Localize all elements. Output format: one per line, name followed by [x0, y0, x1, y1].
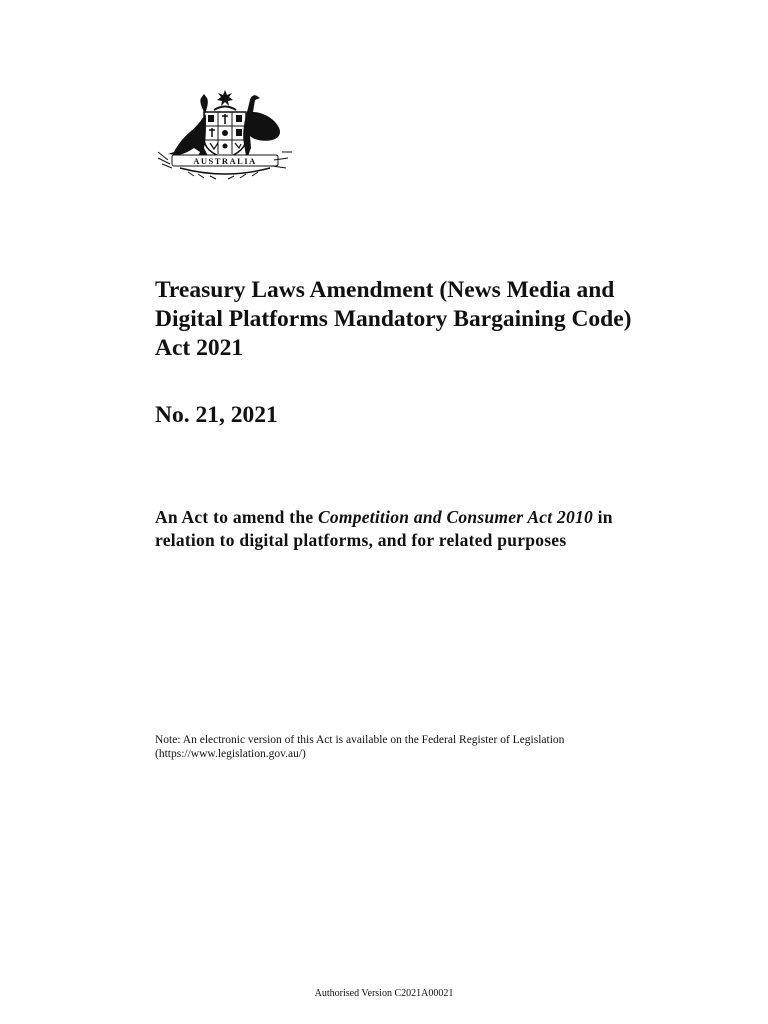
long-title-suffix: in relation to digital platforms, and for related purposes	[155, 507, 613, 550]
act-title: Treasury Laws Amendment (News Media and Digital Platforms Mandatory Bargaining Code) Act 2021	[155, 277, 632, 361]
note-line-2: (https://www.legislation.gov.au/)	[155, 748, 306, 760]
act-number: No. 21, 2021	[155, 402, 278, 428]
long-title	[155, 506, 625, 552]
long-title-prefix: An Act to amend the	[155, 507, 318, 527]
note-line-1: Note: An electronic version of this Act is available on the Federal Register of Legislation	[155, 734, 565, 746]
coat-of-arms-icon	[154, 86, 296, 184]
authorised-version-footer: Authorised Version C2021A00021	[314, 988, 454, 999]
electronic-version-note	[155, 733, 625, 761]
amended-act-name: Competition and Consumer Act 2010	[317, 507, 593, 527]
crest-label: AUSTRALIA	[193, 156, 257, 166]
